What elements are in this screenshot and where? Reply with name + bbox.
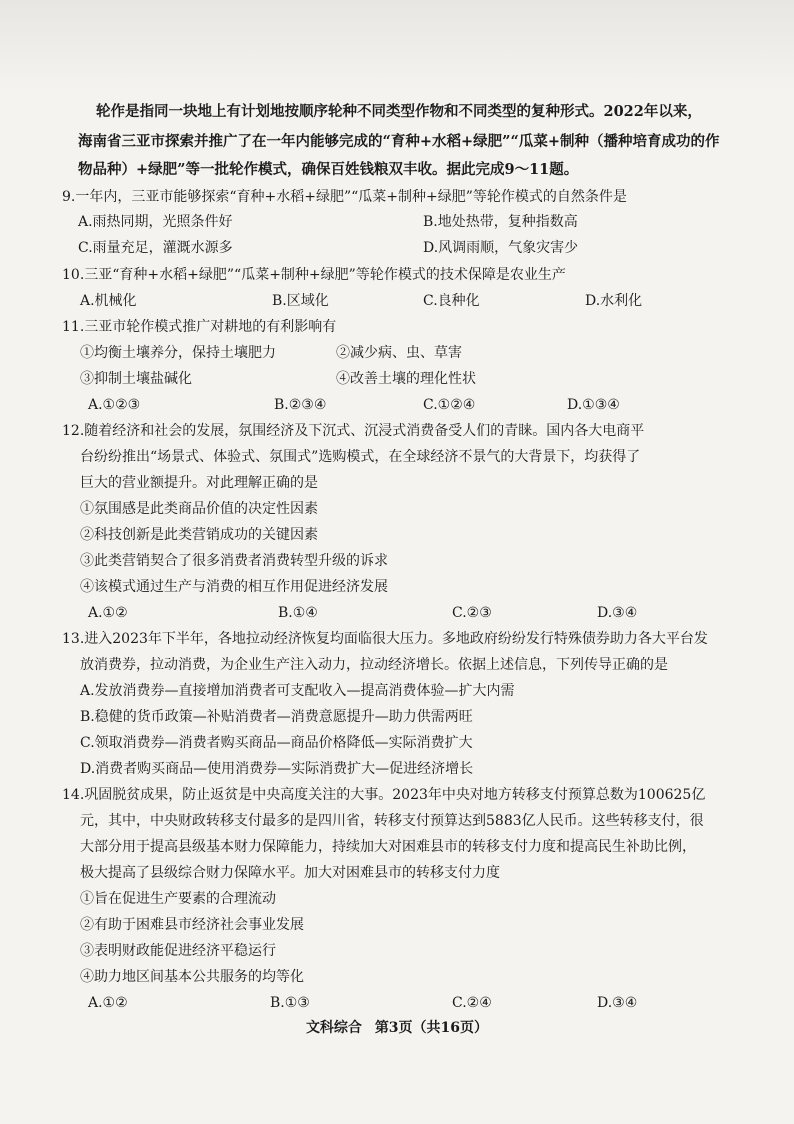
question-13-option-b: B.稳健的货币政策—补贴消费者—消费意愿提升—助力供需两旺 xyxy=(80,709,473,725)
question-13-option-c: C.领取消费券—消费者购买商品—商品价格降低—实际消费扩大 xyxy=(80,735,473,751)
question-14-stem-line-1: 14.巩固脱贫成果，防止返贫是中央高度关注的大事。2023年中央对地方转移支付预算总数为100625亿 xyxy=(62,787,706,803)
question-14-stem-line-2: 元，其中，中央财政转移支付最多的是四川省，转移支付预算达到5883亿人民币。这些转移支付，很 xyxy=(80,813,704,829)
question-14-statement-3: ③表明财政能促进经济平稳运行 xyxy=(80,943,276,959)
page-footer xyxy=(0,1017,794,1037)
question-9-stem: 9.一年内，三亚市能够探索“育种+水稻+绿肥”“瓜菜+制种+绿肥”等轮作模式的自然条件是 xyxy=(62,189,627,205)
intro-line-2: 海南省三亚市探索并推广了在一年内能够完成的“育种+水稻+绿肥”“瓜菜+制种（播种培育成功的作 xyxy=(78,133,720,150)
question-11-statement-2: ②减少病、虫、草害 xyxy=(336,345,462,361)
question-12-statement-4: ④该模式通过生产与消费的相互作用促进经济发展 xyxy=(80,579,388,595)
question-11-option-a: A.①②③ xyxy=(88,397,141,413)
question-13-stem-line-2: 放消费券，拉动消费，为企业生产注入动力，拉动经济增长。依据上述信息，下列传导正确的是 xyxy=(80,657,668,673)
question-14-option-d: D.③④ xyxy=(597,995,638,1011)
question-14-statement-4: ④助力地区间基本公共服务的均等化 xyxy=(80,969,304,985)
question-14-statement-1: ①旨在促进生产要素的合理流动 xyxy=(80,891,276,907)
question-12-statement-2: ②科技创新是此类营销成功的关键因素 xyxy=(80,527,318,543)
question-12-option-d: D.③④ xyxy=(597,605,638,621)
question-14-stem-line-3: 大部分用于提高县级基本财力保障能力，持续加大对困难县市的转移支付力度和提高民生补助比例， xyxy=(80,839,696,855)
question-13-stem-line-1: 13.进入2023年下半年，各地拉动经济恢复均面临很大压力。多地政府纷纷发行特殊债券助力各大平台发 xyxy=(62,631,708,647)
question-14-option-b: B.①③ xyxy=(270,995,310,1011)
footer-page-number: 第3页（共16页） xyxy=(374,1020,489,1036)
question-10-stem: 10.三亚“育种+水稻+绿肥”“瓜菜+制种+绿肥”等轮作模式的技术保障是农业生产 xyxy=(62,267,566,283)
question-14-option-a: A.①② xyxy=(88,995,128,1011)
question-11-statement-1: ①均衡土壤养分，保持土壤肥力 xyxy=(80,345,276,361)
question-9-option-b: B.地处热带，复种指数高 xyxy=(423,214,578,230)
question-14-statement-2: ②有助于困难县市经济社会事业发展 xyxy=(80,917,304,933)
question-14-option-c: C.②④ xyxy=(452,995,492,1011)
question-13-option-a: A.发放消费券—直接增加消费者可支配收入—提高消费体验—扩大内需 xyxy=(80,683,515,699)
question-10-option-a: A.机械化 xyxy=(80,293,137,309)
question-12-stem-line-1: 12.随着经济和社会的发展，氛围经济及下沉式、沉浸式消费备受人们的青睐。国内各大电商平 xyxy=(62,423,645,439)
question-9-option-a: A.雨热同期，光照条件好 xyxy=(78,214,233,230)
question-11-option-d: D.①③④ xyxy=(567,397,620,413)
question-11-stem: 11.三亚市轮作模式推广对耕地的有利影响有 xyxy=(62,319,337,335)
intro-line-3: 物品种）+绿肥”等一批轮作模式，确保百姓钱粮双丰收。据此完成9～11题。 xyxy=(78,161,579,178)
question-12-stem-line-2: 台纷纷推出“场景式、体验式、氛围式”选购模式，在全球经济不景气的大背景下，均获得了 xyxy=(80,449,641,465)
question-12-stem-line-3: 巨大的营业额提升。对此理解正确的是 xyxy=(80,475,318,491)
question-10-option-d: D.水利化 xyxy=(585,293,643,309)
question-11-statement-4: ④改善土壤的理化性状 xyxy=(336,371,476,387)
question-11-statement-3: ③抑制土壤盐碱化 xyxy=(80,371,192,387)
question-9-option-d: D.风调雨顺，气象灾害少 xyxy=(423,240,579,256)
question-12-statement-1: ①氛围感是此类商品价值的决定性因素 xyxy=(80,501,318,517)
question-12-option-b: B.①④ xyxy=(278,605,318,621)
question-12-option-c: C.②③ xyxy=(452,605,492,621)
question-11-option-b: B.②③④ xyxy=(274,397,327,413)
scan-shadow xyxy=(0,0,794,90)
question-9-option-c: C.雨量充足，灌溉水源多 xyxy=(78,240,233,256)
question-14-stem-line-4: 极大提高了县级综合财力保障水平。加大对困难县市的转移支付力度 xyxy=(80,865,500,881)
question-13-option-d: D.消费者购买商品—使用消费券—实际消费扩大—促进经济增长 xyxy=(80,761,474,777)
question-12-option-a: A.①② xyxy=(88,605,128,621)
footer-subject: 文科综合 xyxy=(305,1020,362,1036)
intro-line-1: 轮作是指同一块地上有计划地按顺序轮种不同类型作物和不同类型的复种形式。2022年以来， xyxy=(96,103,702,120)
question-10-option-c: C.良种化 xyxy=(423,293,480,309)
question-11-option-c: C.①②④ xyxy=(423,397,476,413)
question-10-option-b: B.区域化 xyxy=(272,293,329,309)
question-12-statement-3: ③此类营销契合了很多消费者消费转型升级的诉求 xyxy=(80,553,388,569)
